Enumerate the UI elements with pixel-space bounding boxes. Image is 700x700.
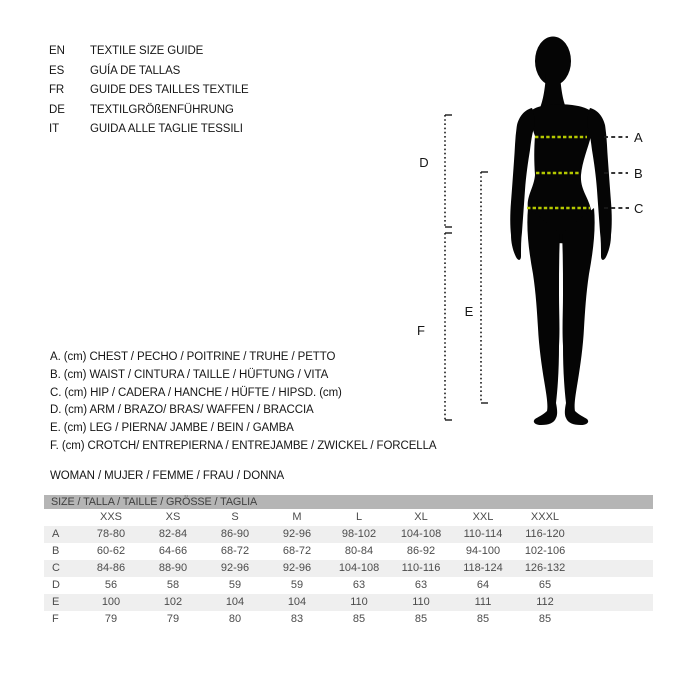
table-cell: 79 xyxy=(166,613,180,625)
arm-label: D xyxy=(419,155,429,170)
size-column-header: XL xyxy=(414,511,428,523)
filler-cell xyxy=(576,509,653,526)
table-cell: 80-84 xyxy=(344,545,374,557)
table-cell: 85 xyxy=(414,613,428,625)
language-code: ES xyxy=(49,64,65,77)
table-cell: 84-86 xyxy=(96,562,126,574)
language-row xyxy=(49,62,249,82)
table-row xyxy=(44,577,653,594)
table-cell: 60-62 xyxy=(96,545,126,557)
size-table xyxy=(44,495,653,628)
table-cell: 104-108 xyxy=(400,528,442,540)
table-cell: 63 xyxy=(414,579,428,591)
table-cell: 100 xyxy=(101,596,121,608)
measurement-annotations xyxy=(400,20,700,440)
size-corner-cell xyxy=(44,509,80,526)
legend-item: B. (cm) WAIST / CINTURA / TAILLE / HÜFTUNG / VITA xyxy=(50,368,329,381)
measurement-legend xyxy=(50,349,436,456)
chest-label: A xyxy=(634,130,643,145)
table-cell: 65 xyxy=(538,579,552,591)
table-cell: 118-124 xyxy=(463,562,503,574)
table-cell: 64 xyxy=(476,579,490,591)
table-cell: 110 xyxy=(350,596,368,608)
table-cell: 110-114 xyxy=(463,528,503,540)
waist-label: B xyxy=(634,166,643,181)
row-label: F xyxy=(52,613,59,625)
table-cell: 104-108 xyxy=(338,562,380,574)
table-cell: 86-92 xyxy=(406,545,436,557)
legend-item: F. (cm) CROTCH/ ENTREPIERNA / ENTREJAMBE / ZWICKEL / FORCELLA xyxy=(50,439,437,452)
row-label: C xyxy=(52,562,60,574)
table-cell: 83 xyxy=(290,613,304,625)
table-cell: 85 xyxy=(476,613,490,625)
language-title: GUIDA ALLE TAGLIE TESSILI xyxy=(90,123,243,136)
table-cell: 92-96 xyxy=(220,562,250,574)
table-cell: 64-66 xyxy=(158,545,188,557)
table-cell: 102-106 xyxy=(524,545,566,557)
language-title: TEXTILGRÖßENFÜHRUNG xyxy=(90,103,234,116)
hip-label: C xyxy=(634,201,644,216)
table-cell: 88-90 xyxy=(158,562,188,574)
size-column-header: M xyxy=(292,511,302,523)
table-cell: 85 xyxy=(352,613,366,625)
filler-cell xyxy=(576,560,653,577)
table-row xyxy=(44,594,653,611)
crotch-label: F xyxy=(417,323,425,338)
table-cell: 102 xyxy=(163,596,183,608)
table-row xyxy=(44,543,653,560)
table-cell: 110-116 xyxy=(401,562,441,574)
table-cell: 56 xyxy=(104,579,118,591)
table-cell: 59 xyxy=(290,579,304,591)
filler-cell xyxy=(576,611,653,628)
table-cell: 68-72 xyxy=(220,545,250,557)
legend-item: E. (cm) LEG / PIERNA/ JAMBE / BEIN / GAMBA xyxy=(50,422,294,435)
legend-item: D. (cm) ARM / BRAZO/ BRAS/ WAFFEN / BRACCIA xyxy=(50,404,314,417)
row-label: D xyxy=(52,579,60,591)
filler-cell xyxy=(576,543,653,560)
leg-label: E xyxy=(464,304,474,319)
table-row xyxy=(44,526,653,543)
table-cell: 104 xyxy=(287,596,307,608)
table-row xyxy=(44,611,653,628)
language-title: GUIDE DES TAILLES TEXTILE xyxy=(90,84,249,97)
table-cell: 86-90 xyxy=(220,528,250,540)
size-table-header-bar: SIZE / TALLA / TAILLE / GRÖSSE / TAGLIA xyxy=(44,495,653,509)
table-cell: 92-96 xyxy=(282,528,312,540)
language-code: EN xyxy=(49,45,65,57)
size-column-header: L xyxy=(355,511,363,523)
table-cell: 63 xyxy=(352,579,366,591)
table-cell: 94-100 xyxy=(465,545,501,557)
table-cell: 110 xyxy=(412,596,430,608)
table-cell: 98-102 xyxy=(341,528,377,540)
row-label: A xyxy=(52,528,60,540)
table-cell: 116-120 xyxy=(525,528,565,540)
size-column-header: XXL xyxy=(472,511,494,523)
language-code: FR xyxy=(49,84,65,97)
legend-item: C. (cm) HIP / CADERA / HANCHE / HÜFTE / HIPSD. (cm) xyxy=(50,386,342,399)
filler-cell xyxy=(576,526,653,543)
legend-item: A. (cm) CHEST / PECHO / POITRINE / TRUHE / PETTO xyxy=(50,351,336,363)
filler-cell xyxy=(576,594,653,611)
table-cell: 59 xyxy=(228,579,242,591)
language-row xyxy=(49,120,249,140)
language-title: GUÍA DE TALLAS xyxy=(90,64,181,77)
table-cell: 82-84 xyxy=(158,528,188,540)
table-cell: 126-132 xyxy=(524,562,566,574)
language-title: TEXTILE SIZE GUIDE xyxy=(90,45,204,57)
size-column-header: XS xyxy=(165,511,181,523)
table-cell: 78-80 xyxy=(96,528,126,540)
language-list xyxy=(49,42,249,140)
size-table-body xyxy=(44,526,653,628)
table-row xyxy=(44,560,653,577)
row-label: B xyxy=(52,545,60,557)
size-column-header-row xyxy=(44,509,653,526)
table-cell: 85 xyxy=(538,613,552,625)
table-cell: 92-96 xyxy=(282,562,312,574)
filler-cell xyxy=(576,577,653,594)
language-row xyxy=(49,101,249,121)
size-column-header: XXS xyxy=(99,511,122,523)
table-cell: 112 xyxy=(536,596,554,608)
table-cell: 68-72 xyxy=(282,545,312,557)
size-column-header: S xyxy=(231,511,239,523)
table-cell: 79 xyxy=(104,613,118,625)
table-cell: 58 xyxy=(166,579,180,591)
language-code: DE xyxy=(49,103,65,116)
table-cell: 80 xyxy=(228,613,242,625)
row-label: E xyxy=(52,596,60,608)
language-row xyxy=(49,81,249,101)
audience-line: WOMAN / MUJER / FEMME / FRAU / DONNA xyxy=(50,470,285,482)
table-cell: 111 xyxy=(474,596,492,608)
size-column-header: XXXL xyxy=(530,511,560,523)
table-cell: 104 xyxy=(225,596,245,608)
language-code: IT xyxy=(49,123,60,136)
language-row xyxy=(49,42,249,62)
